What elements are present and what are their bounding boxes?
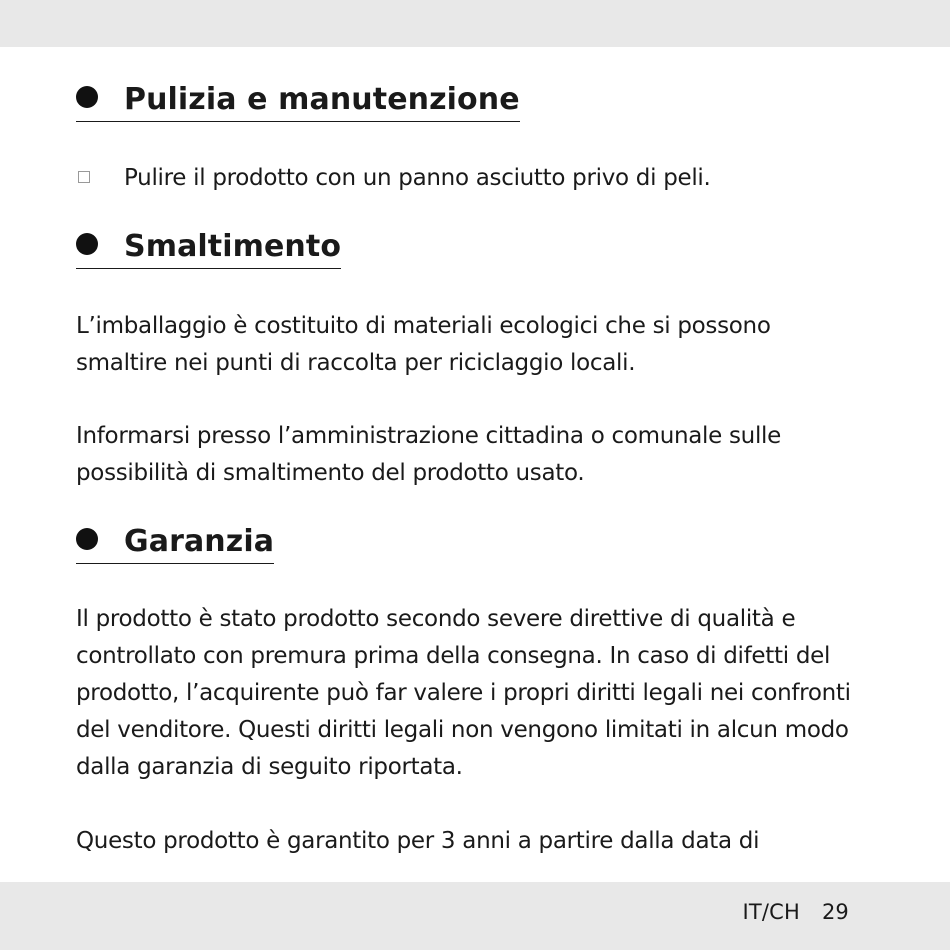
page-footer-band	[0, 882, 950, 950]
list-item-text: Pulire il prodotto con un panno asciutto privo di peli.	[124, 165, 711, 191]
footer-locale: IT/CH	[742, 900, 800, 924]
section-heading-cleaning	[76, 82, 520, 122]
section-title: Garanzia	[124, 524, 275, 559]
section-heading-warranty	[76, 524, 274, 564]
paragraph: L’imballaggio è costituito di materiali ecologici che si possono smaltire nei punti di raccolta per riciclaggio locali.	[76, 313, 771, 376]
checkbox-icon	[78, 171, 90, 183]
list-item	[76, 160, 711, 197]
section-title: Smaltimento	[124, 229, 342, 264]
heading-bullet-icon	[76, 86, 98, 108]
heading-bullet-icon	[76, 233, 98, 255]
paragraph: Questo prodotto è garantito per 3 anni a partire dalla data di	[76, 828, 760, 854]
section-title: Pulizia e manutenzione	[124, 82, 520, 117]
heading-bullet-icon	[76, 528, 98, 550]
page-number: 29	[822, 900, 849, 924]
paragraph: Informarsi presso l’amministrazione cittadina o comunale sulle possibilità di smaltimento del prodotto usato.	[76, 423, 781, 486]
paragraph: Il prodotto è stato prodotto secondo severe direttive di qualità e controllato con premura prima della consegna. In caso di difetti del prodotto, l’acquirente può far valere i propri diritti legali nei confronti del venditore. Questi diritti legali non vengono limitati in alcun modo dalla garanzia di seguito riportata.	[76, 606, 851, 780]
page-top-band	[0, 0, 950, 47]
section-heading-disposal	[76, 229, 341, 269]
